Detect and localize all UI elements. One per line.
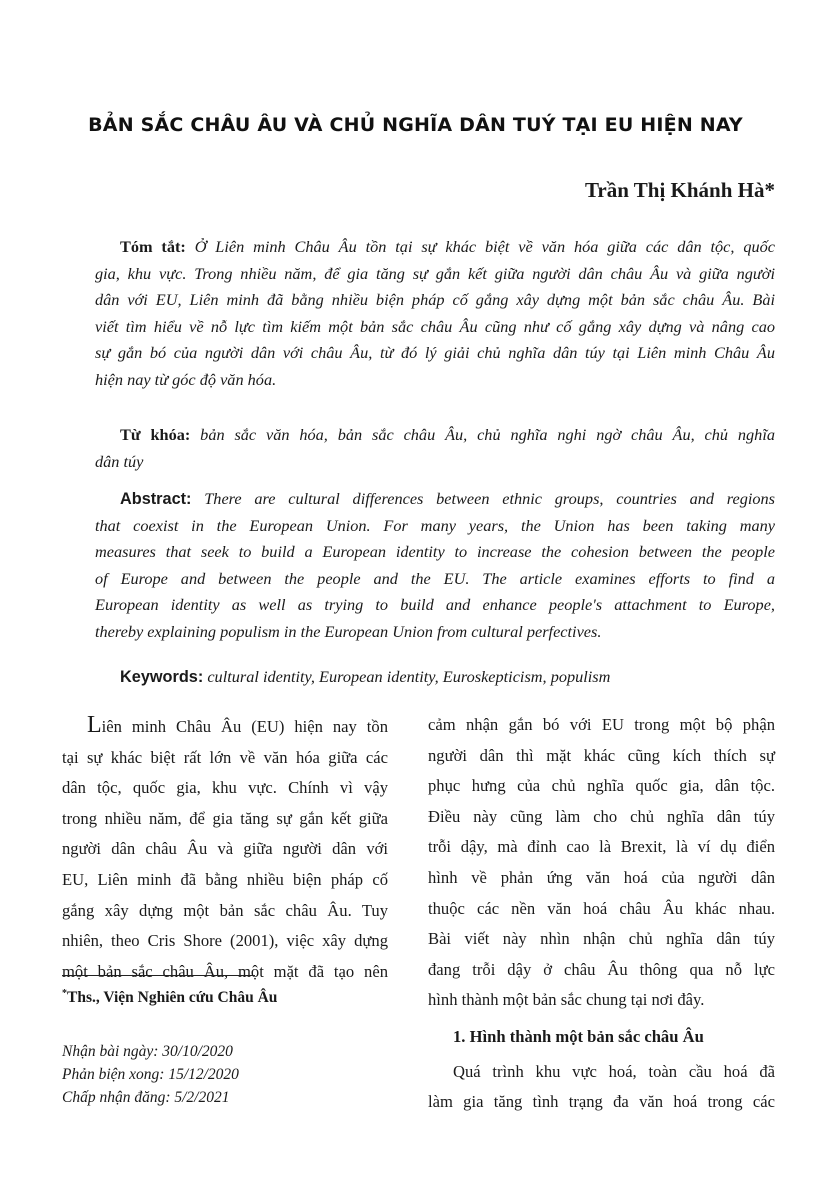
abstract-line: measures that seek to build a European identity to increase the cohesion between the people: [95, 542, 775, 562]
body-line: iên minh Châu Âu (EU) hiện nay tồn: [101, 717, 388, 736]
abstract-line: There are cultural differences between ethnic groups, countries and regions: [204, 489, 775, 508]
footnote-divider: [62, 975, 255, 976]
keywords-en-text: cultural identity, European identity, Euroskepticism, populism: [207, 667, 611, 686]
summary-line: dân với EU, Liên minh đã bằng nhiều biện pháp cố gắng xây dựng một bản sắc châu Âu. Bài: [95, 290, 775, 310]
body-column-left: [62, 710, 388, 987]
body-line: làm gia tăng tình trạng đa văn hoá trong các: [428, 1092, 775, 1112]
footnote-mark: *: [62, 988, 67, 999]
summary-label: Tóm tắt:: [120, 237, 186, 256]
summary-line: sự gắn bó của người dân với châu Âu, từ đó lý giải chủ nghĩa dân túy tại Liên minh Châu Âu: [95, 343, 775, 363]
section-heading: 1. Hình thành một bản sắc châu Âu: [453, 1026, 704, 1046]
summary-line: gia, khu vực. Trong nhiều năm, để gia tăng sự gắn kết giữa người dân châu Âu và giữa người: [95, 263, 775, 283]
date-accepted: Chấp nhận đăng: 5/2/2021: [62, 1089, 230, 1106]
body-line: một bản sắc châu Âu, một mặt đã tạo nên: [62, 961, 388, 981]
keywords-vi: [95, 422, 775, 475]
body-line: EU, Liên minh đã bằng nhiều biện pháp cố: [62, 869, 388, 889]
author-name: Trần Thị Khánh Hà*: [584, 178, 775, 202]
body-line: Quá trình khu vực hoá, toàn cầu hoá đã: [453, 1061, 775, 1081]
body-line: trong nhiều năm, để gia tăng sự gắn kết giữa: [62, 808, 388, 828]
body-line: tại sự khác biệt rất lớn về văn hóa giữa các: [62, 747, 388, 767]
date-reviewed: Phản biện xong: 15/12/2020: [62, 1066, 239, 1083]
body-line: Điều này cũng làm cho chủ nghĩa dân túy: [428, 806, 775, 826]
abstract-line: that coexist in the European Union. For many years, the Union has been taking many: [95, 515, 775, 535]
date-received: Nhận bài ngày: 30/10/2020: [62, 1043, 233, 1060]
body-line: đang trỗi dậy ở châu Âu thông qua nỗ lực: [428, 959, 775, 979]
footnote-text: Ths., Viện Nghiên cứu Châu Âu: [67, 989, 278, 1007]
keywords-en: [95, 664, 775, 691]
footnote: [62, 988, 277, 1007]
abstract-line: European identity as well as trying to build and enhance people's attachment to Europe,: [95, 595, 775, 615]
submission-dates: [62, 1040, 239, 1109]
drop-cap: L: [87, 712, 102, 738]
body-line: phục hưng của chủ nghĩa quốc gia, dân tộc.: [428, 776, 775, 796]
body-line: Bài viết này nhìn nhận chủ nghĩa dân túy: [428, 929, 775, 949]
keywords-vi-label: Từ khóa:: [120, 425, 191, 444]
keywords-line: bản sắc văn hóa, bản sắc châu Âu, chủ nghĩa nghi ngờ châu Âu, chủ nghĩa: [200, 425, 775, 444]
summary-line: hiện nay từ góc độ văn hóa.: [95, 369, 277, 389]
body-column-right: [428, 710, 775, 1118]
abstract-line: of Europe and between the people and the EU. The article examines efforts to find a: [95, 568, 775, 588]
body-line: gắng xây dựng một bản sắc châu Âu. Tuy: [62, 900, 388, 920]
summary-line: Ở Liên minh Châu Âu tồn tại sự khác biệt về văn hóa giữa các dân tộc, quốc: [194, 237, 775, 256]
keywords-line: dân túy: [95, 451, 144, 471]
article-title: BẢN SẮC CHÂU ÂU VÀ CHỦ NGHĨA DÂN TUÝ TẠI EU HIỆN NAY: [88, 114, 743, 136]
body-line: trỗi dậy, mà đỉnh cao là Brexit, là ví dụ điển: [428, 837, 775, 857]
body-line: cảm nhận gắn bó với EU trong một bộ phận: [428, 715, 775, 734]
body-line: người dân thì mặt khác cũng kích thích sự: [428, 745, 775, 765]
abstract-en: [95, 486, 775, 646]
body-line: dân tộc, quốc gia, khu vực. Chính vì vậy: [62, 778, 388, 798]
body-line: nhiên, theo Cris Shore (2001), việc xây dựng: [62, 931, 388, 951]
abstract-label: Abstract:: [120, 490, 192, 508]
body-line: thuộc các nền văn hoá châu Âu khác nhau.: [428, 898, 775, 918]
summary-vi: [95, 234, 775, 394]
abstract-line: thereby explaining populism in the European Union from cultural perfectives.: [95, 621, 602, 641]
summary-line: viết tìm hiểu về nỗ lực tìm kiếm một bản sắc châu Âu cũng như cố gắng xây dựng và nâng cao: [95, 316, 775, 336]
keywords-en-label: Keywords:: [120, 668, 204, 686]
body-line: hình thành một bản sắc chung tại nơi đây.: [428, 990, 705, 1010]
body-line: người dân châu Âu và giữa người dân với: [62, 839, 388, 859]
body-line: hình về phản ứng văn hoá của người dân: [428, 867, 775, 887]
